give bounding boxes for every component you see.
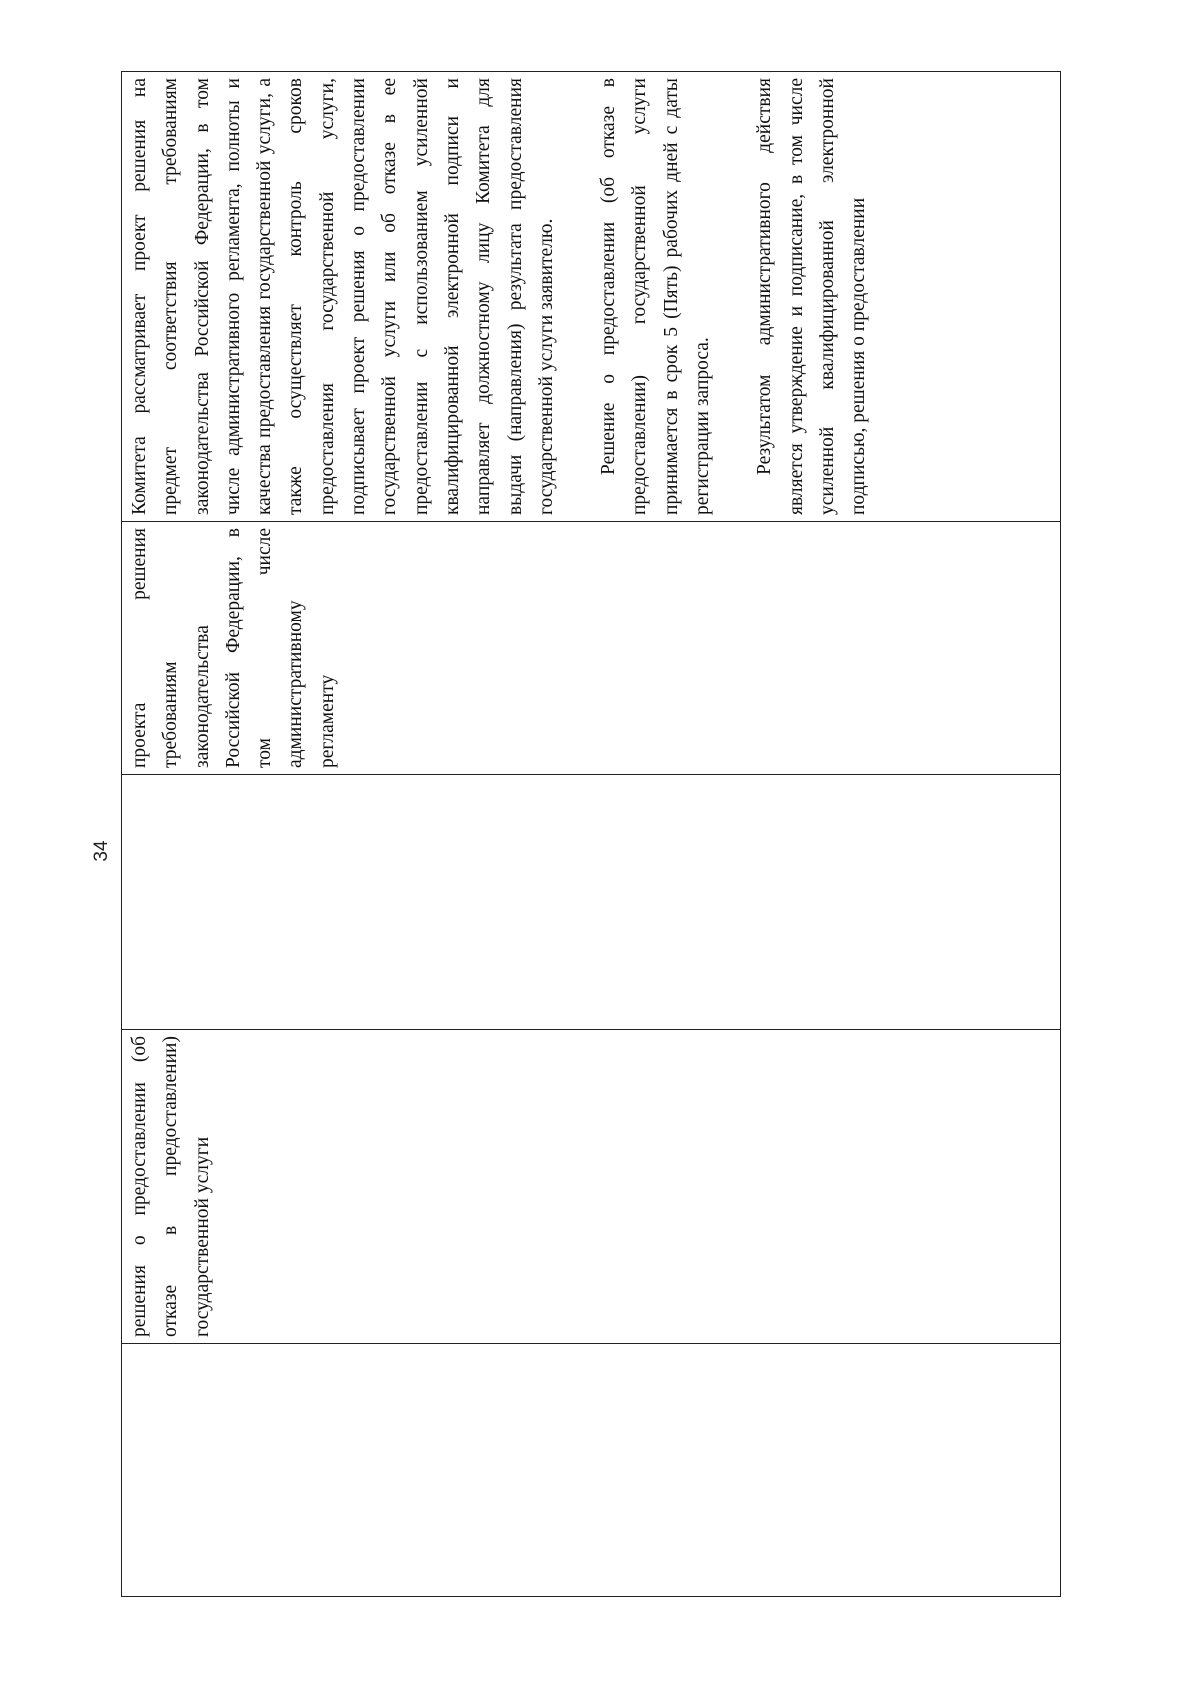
cell-term <box>122 775 1061 1030</box>
cell-procedure-text: решения о предоставлении (об отказе в предоставлении) государственной услуги <box>129 1036 213 1337</box>
cell-criteria <box>122 522 1061 775</box>
cell-description <box>122 72 1061 522</box>
cell-procedure <box>122 1030 1061 1344</box>
table-row <box>122 72 1061 1597</box>
procedure-table <box>121 71 1061 1597</box>
description-paragraph-3: Результатом административного действия является утверждение и подписание, в том числе усиленной квалифицированной электронной подписью, решения о предоставлении <box>754 78 870 515</box>
description-paragraph-2: Решение о предоставлении (об отказе в предоставлении) государственной услуги принимается в срок 5 (Пять) рабочих дней с даты регистрации запроса. <box>598 78 714 515</box>
page-number: 34 <box>91 840 112 862</box>
procedure-table-rotated <box>121 72 1061 1597</box>
cell-criteria-text: проекта решения требованиям законодательства Российской Федерации, в том числе административному регламенту <box>129 528 338 768</box>
cell-basis <box>122 1344 1061 1597</box>
description-paragraph-1: Комитета рассматривает проект решения на предмет соответствия требованиям законодательства Российской Федерации, в том числе административного регламента, полноты и качества предоставления государственной услуги, а также осуществляет контроль сроков предоставления государственной услуги, подписывает проект решения о предоставлении государственной услуги или об отказе в ее предоставлении с использованием усиленной квалифицированной электронной подписи и направляет должностному лицу Комитета для выдачи (направления) результата предоставления государственной услуги заявителю. <box>129 78 557 515</box>
